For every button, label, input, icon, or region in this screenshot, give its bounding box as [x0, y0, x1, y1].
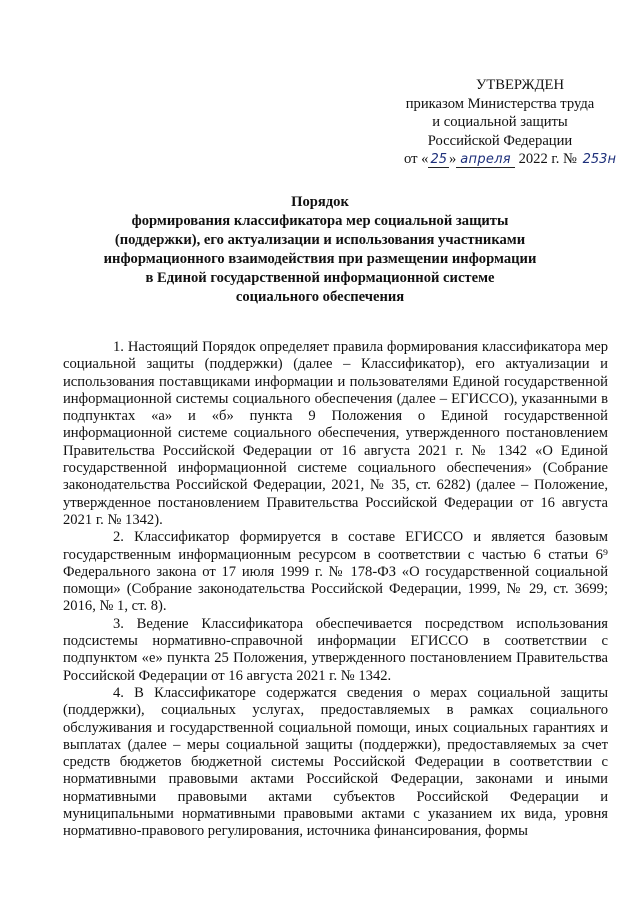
paragraph-3: 3. Ведение Классификатора обеспечивается посредством использования подсистемы нормативно-справочной информации ЕГИССО в соответствии с подпунктом «е» пункта 25 Положения, утвержденного постановлением Правительства Российской Федерации от 16 августа 2021 г. № 1342.	[63, 615, 608, 684]
handwritten-order-number: 253н	[582, 152, 616, 167]
title-line: социального обеспечения	[235, 288, 405, 305]
approval-block	[390, 76, 616, 170]
handwritten-day: 25	[430, 152, 447, 167]
date-year: 2022 г. №	[514, 151, 581, 167]
date-quote-close: »	[448, 151, 457, 167]
approval-heading: УТВЕРЖДЕН	[476, 77, 564, 93]
handwritten-month: апреля	[456, 152, 515, 168]
paragraph-1: 1. Настоящий Порядок определяет правила формирования классификатора мер социальной защиты (поддержки) (далее – Классификатор), его актуализации и использования поставщиками информации и пользователями Единой государственной информационной системы социального обеспечения (далее – ЕГИССО), указанными в подпунктах «а» и «б» пункта 9 Положения о Единой государственной информационной системе социального обеспечения, утвержденного постановлением Правительства Российской Федерации от 16 августа 2021 г. № 1342 «О Единой государственной информационной системе социального обеспечения» (Собрание законодательства Российской Федерации, 2021, № 35, ст. 6282) (далее – Положение, утвержденное постановлением Правительства Российской Федерации от 16 августа 2021 г. № 1342).	[63, 339, 608, 528]
approval-date-line	[390, 150, 616, 170]
paragraph-4: 4. В Классификаторе содержатся сведения о мерах социальной защиты (поддержки), социальных услугах, предоставляемых в рамках социального обслуживания и государственной социальной помощи, иных социальных гарантиях и выплатах (далее – меры социальной защиты (поддержки), предоставляемых за счет средств бюджетов бюджетной системы Российской Федерации в соответствии с нормативными правовыми актами Российской Федерации, законами и иными нормативными правовыми актами субъектов Российской Федерации и муниципальными нормативными правовыми актами с указанием их вида, уровня нормативно-правового регулирования, источника финансирования, формы	[63, 684, 608, 840]
title-line: формирования классификатора мер социальной защиты	[131, 212, 509, 229]
approval-line: и социальной защиты	[432, 114, 568, 130]
title-line: Порядок	[291, 194, 349, 210]
paragraph-2: 2. Классификатор формируется в составе ЕГИССО и является базовым государственным информационным ресурсом в соответствии с частью 6 статьи 6⁹ Федерального закона от 17 июля 1999 г. № 178-ФЗ «О государственной социальной помощи» (Собрание законодательства Российской Федерации, 1999, № 29, ст. 3699; 2016, № 1, ст. 8).	[63, 529, 608, 615]
approval-line: приказом Министерства труда	[405, 95, 595, 112]
document-body	[63, 339, 608, 841]
document-title	[40, 193, 600, 306]
approval-line: Российской Федерации	[427, 132, 573, 149]
date-prefix: от «	[404, 151, 429, 167]
title-line: информационного взаимодействия при размещении информации	[103, 250, 537, 267]
title-line: в Единой государственной информационной системе	[145, 269, 495, 286]
title-line: (поддержки), его актуализации и использования участниками	[114, 231, 526, 248]
